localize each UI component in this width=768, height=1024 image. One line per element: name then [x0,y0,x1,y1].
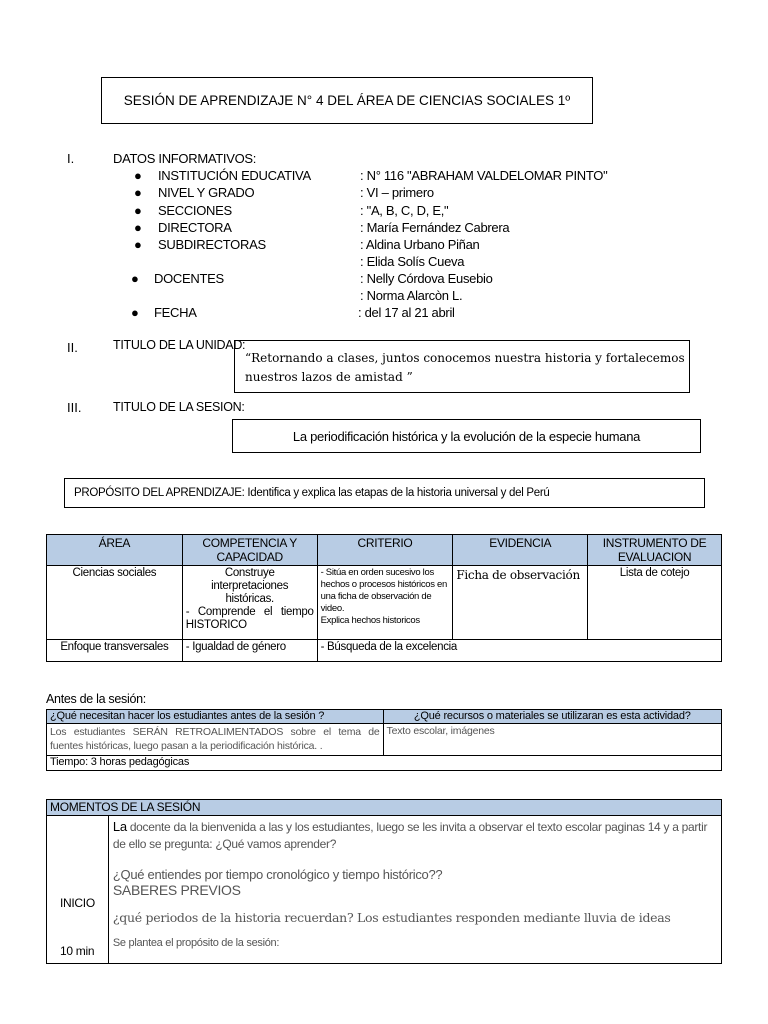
datos-label: INSTITUCIÓN EDUCATIVA [158,168,311,183]
enfoque-cell-1: - Igualdad de género [182,640,317,662]
bullet-icon: ● [134,237,142,252]
bullet-icon: ● [134,220,142,235]
datos-label: NIVEL Y GRADO [158,185,255,200]
header-criterio: CRITERIO [317,535,453,566]
tiempo-cell: Tiempo: 3 horas pedagógicas [47,756,722,771]
datos-value: : del 17 al 21 abril [358,305,455,320]
competencias-table [46,534,722,662]
antes-col2-header: ¿Qué recursos o materiales se utilizaran es esta actividad? [383,710,721,724]
bullet-icon: ● [131,271,139,286]
proposito-sesion: Se plantea el propósito de la sesión: [112,937,280,949]
table-row [47,816,722,964]
header-area: ÁREA [47,535,183,566]
table-row [47,724,722,756]
intro-text: docente da la bienvenida a las y los estudiantes, luego se les invita a observar el texto escolar paginas 14 y a partir de ello se pregunta: ¿Qué vamos aprender? [112,820,708,851]
section-number-ii: II. [67,340,78,355]
bullet-icon: ● [134,185,142,200]
datos-label: SECCIONES [158,203,232,218]
capacidad-text: - Comprende el tiempo HISTORICO [185,606,314,631]
competencia-text: Construye interpretaciones históricas. [211,567,289,605]
area-cell: Ciencias sociales [47,566,183,640]
header-evidencia: EVIDENCIA [453,535,588,566]
inicio-cell [47,816,109,964]
section-number-iii: III. [67,400,82,415]
competencia-cell [182,566,317,640]
section-number-i: I. [67,151,75,166]
datos-value: : "A, B, C, D, E," [360,203,449,218]
duration-label: 10 min [60,944,95,958]
unidad-title-line2: nuestros lazos de amistad ” [245,370,413,384]
antes-table [46,709,722,771]
bullet-icon: ● [131,305,139,320]
datos-heading: DATOS INFORMATIVOS: [113,151,257,166]
question-1: ¿Qué entiendes por tiempo cronológico y tiempo histórico?? [112,867,443,882]
intro-paragraph [113,818,717,853]
momentos-heading: MOMENTOS DE LA SESIÓN [47,800,722,816]
criterio-text: - Sitúa en orden sucesivo los hechos o procesos históricos en una ficha de observación de video. [320,567,448,614]
datos-label: DIRECTORA [158,220,232,235]
enfoque-cell-2: - Búsqueda de la excelencia [317,640,721,662]
criterio-text-2: Explica hechos historicos [320,615,420,626]
datos-value: : María Fernández Cabrera [360,220,510,235]
table-header-row [47,800,722,816]
sesion-title-box: La periodificación histórica y la evolución de la especie humana [232,419,701,453]
unidad-title-line1: “Retornando a clases, juntos conocemos nuestra historia y fortalecemos [245,351,685,365]
intro-la: La [112,819,127,834]
unidad-label: TITULO DE LA UNIDAD: [113,338,246,352]
antes-text-cell: Los estudiantes SERÁN RETROALIMENTADOS sobre el tema de fuentes históricas, luego pasan a la periodificación histórica. . [47,724,384,756]
header-competencia: COMPETENCIA Y CAPACIDAD [182,535,317,566]
evidencia-cell: Ficha de observación [453,566,588,640]
table-row [47,566,722,640]
saberes-previos: SABERES PREVIOS [112,882,241,898]
momentos-content [108,816,721,964]
datos-value: : VI – primero [360,185,434,200]
instrumento-cell: Lista de cotejo [588,566,722,640]
datos-value: : Nelly Córdova Eusebio [360,271,493,286]
datos-value: : Elida Solís Cueva [360,254,465,269]
datos-label: DOCENTES [154,271,224,286]
bullet-icon: ● [134,203,142,218]
table-header-row [47,535,722,566]
recursos-cell: Texto escolar, imágenes [383,724,721,756]
page-title: SESIÓN DE APRENDIZAJE N° 4 DEL ÁREA DE CIENCIAS SOCIALES 1º [101,77,593,124]
antes-col1-header: ¿Qué necesitan hacer los estudiantes antes de la sesión ? [47,710,384,724]
enfoque-label-cell: Enfoque transversales [47,640,183,662]
criterio-cell [317,566,453,640]
antes-heading: Antes de la sesión: [46,692,146,706]
question-2: ¿qué periodos de la historia recuerdan? Los estudiantes responden mediante lluvia de ideas [112,910,671,925]
table-row [47,640,722,662]
datos-label: SUBDIRECTORAS [158,237,266,252]
proposito-box: PROPÓSITO DEL APRENDIZAJE: Identifica y explica las etapas de la historia universal y del Perú [64,478,705,508]
momentos-table [46,799,722,964]
datos-value: : N° 116 "ABRAHAM VALDELOMAR PINTO" [360,168,608,183]
table-row [47,756,722,771]
header-instrumento: INSTRUMENTO DE EVALUACION [588,535,722,566]
sesion-label: TITULO DE LA SESION: [113,400,245,414]
unidad-title-box [234,340,690,393]
table-header-row [47,710,722,724]
bullet-icon: ● [134,168,142,183]
inicio-label: INICIO [60,896,95,910]
datos-value: : Aldina Urbano Piñan [360,237,480,252]
datos-label: FECHA [154,305,197,320]
datos-value: : Norma Alarcòn L. [360,288,463,303]
